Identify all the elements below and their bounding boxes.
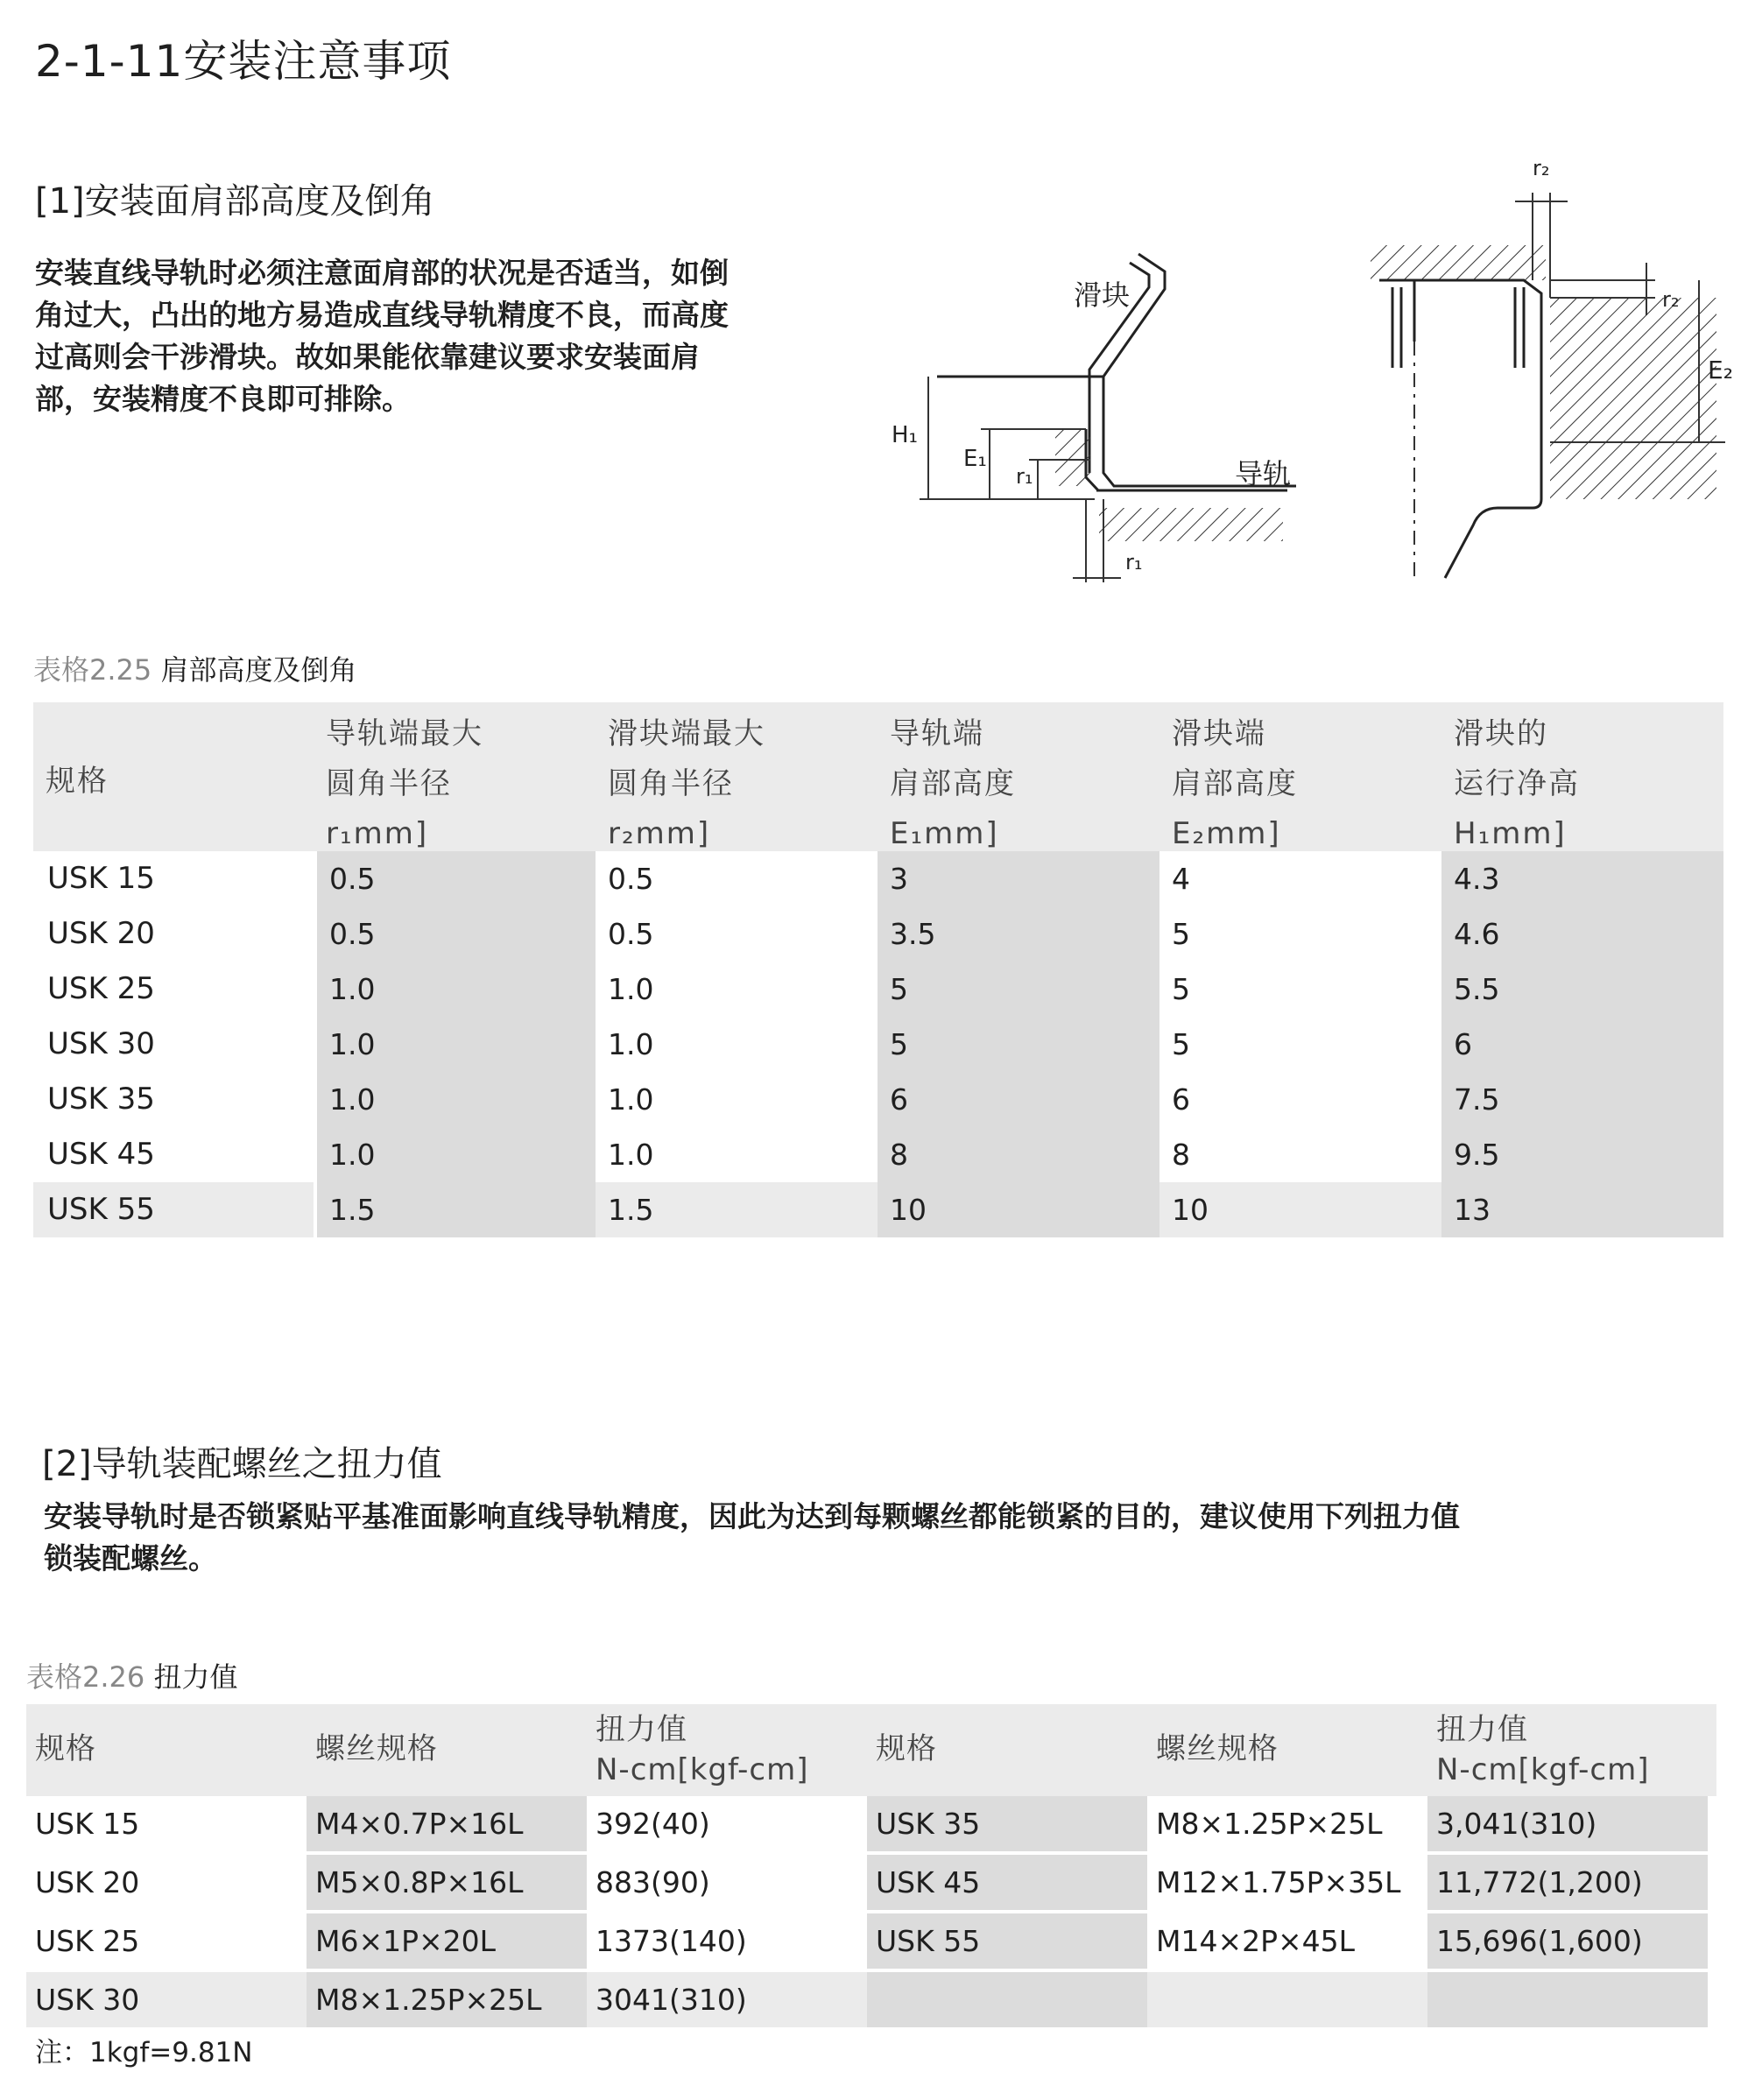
header-slider-shoulder: 滑块端 肩部高度 E₂mm] (1172, 716, 1298, 851)
section1-title: [1]安装面肩部高度及倒角 (35, 181, 435, 222)
shoulder-diagram (867, 140, 1743, 595)
label-E1: E₁ (963, 446, 987, 472)
table-row: USK 20 0.5 0.5 3.5 5 4.6 (33, 906, 1723, 962)
footnote: 注：1kgf=9.81N (35, 2037, 253, 2068)
paragraph-line: 部，安装精度不良即可排除。 (35, 382, 411, 416)
label-E2: E₂ (1708, 356, 1733, 384)
table1-caption-name: 肩部高度及倒角 (152, 653, 357, 687)
header-rail-shoulder: 导轨端 肩部高度 E₁mm] (890, 716, 1016, 851)
header-spec: 规格 (46, 764, 109, 799)
table2-header-row (26, 1704, 1716, 1796)
label-rail: 导轨 (1235, 457, 1292, 490)
table-row: USK 30 M8×1.25P×25L 3041(310) (26, 1969, 1716, 2027)
table2-caption-name: 扭力值 (144, 1660, 238, 1694)
header-screw-2: 螺丝规格 (1156, 1731, 1279, 1766)
table-row: USK 30 1.0 1.0 5 5 6 (33, 1017, 1723, 1072)
table-row: USK 55 1.5 1.5 10 10 13 (33, 1182, 1723, 1237)
label-slider: 滑块 (1074, 278, 1131, 312)
paragraph-line: 安装直线导轨时必须注意面肩部的状况是否适当，如倒 (35, 256, 729, 290)
label-r2-side: r₂ (1662, 287, 1680, 312)
table1-caption (33, 648, 356, 688)
header-rail-radius: 导轨端最大 圆角半径 r₁mm] (326, 716, 483, 851)
header-torque: 扭力值 N-cm[kgf-cm] (596, 1712, 809, 1787)
table-row: USK 20 M5×0.8P×16L 883(90) USK 45 M12×1.75P×35L 11,772(1,200) (26, 1851, 1716, 1910)
torque-table (26, 1704, 1716, 2027)
header-slider-radius: 滑块端最大 圆角半径 r₂mm] (608, 716, 765, 851)
header-spec-2: 规格 (876, 1731, 937, 1766)
header-screw: 螺丝规格 (315, 1731, 438, 1766)
header-spec: 规格 (35, 1731, 96, 1766)
section2-title: [2]导轨装配螺丝之扭力值 (42, 1444, 442, 1484)
table-row: USK 45 1.0 1.0 8 8 9.5 (33, 1127, 1723, 1182)
paragraph-line: 角过大，凸出的地方易造成直线导轨精度不良，而高度 (35, 298, 729, 332)
label-H1: H₁ (892, 422, 918, 448)
table-row: USK 15 0.5 0.5 3 4 4.3 (33, 851, 1723, 906)
table2-caption (26, 1655, 237, 1695)
paragraph-line: 锁装配螺丝。 (44, 1541, 217, 1575)
table1-caption-number: 表格2.25 (33, 653, 152, 687)
header-torque-2: 扭力值 N-cm[kgf-cm] (1436, 1712, 1650, 1787)
section1-paragraph (35, 252, 858, 420)
table-row: USK 35 1.0 1.0 6 6 7.5 (33, 1072, 1723, 1127)
table2-caption-number: 表格2.26 (26, 1660, 145, 1694)
label-r2-top: r₂ (1533, 156, 1550, 180)
section2-paragraph (44, 1496, 1725, 1580)
paragraph-line: 过高则会干涉滑块。故如果能依靠建议要求安装面肩 (35, 340, 700, 374)
label-r1-bottom: r₁ (1125, 550, 1143, 574)
label-r1-side: r₁ (1016, 464, 1033, 489)
table1-header-row (33, 702, 1723, 851)
table-row: USK 15 M4×0.7P×16L 392(40) USK 35 M8×1.25P×25L 3,041(310) (26, 1796, 1716, 1851)
page-title: 2-1-11安装注意事项 (35, 36, 452, 87)
slider-outline (1103, 254, 1296, 486)
table-row: USK 25 1.0 1.0 5 5 5.5 (33, 962, 1723, 1017)
paragraph-line: 安装导轨时是否锁紧贴平基准面影响直线导轨精度，因此为达到每颗螺丝都能锁紧的目的，建议使用下列扭力值 (44, 1499, 1460, 1533)
table-row: USK 25 M6×1P×20L 1373(140) USK 55 M14×2P×45L 15,696(1,600) (26, 1910, 1716, 1969)
header-clearance: 滑块的 运行净高 H₁mm] (1454, 716, 1580, 851)
shoulder-height-table (33, 702, 1723, 1237)
